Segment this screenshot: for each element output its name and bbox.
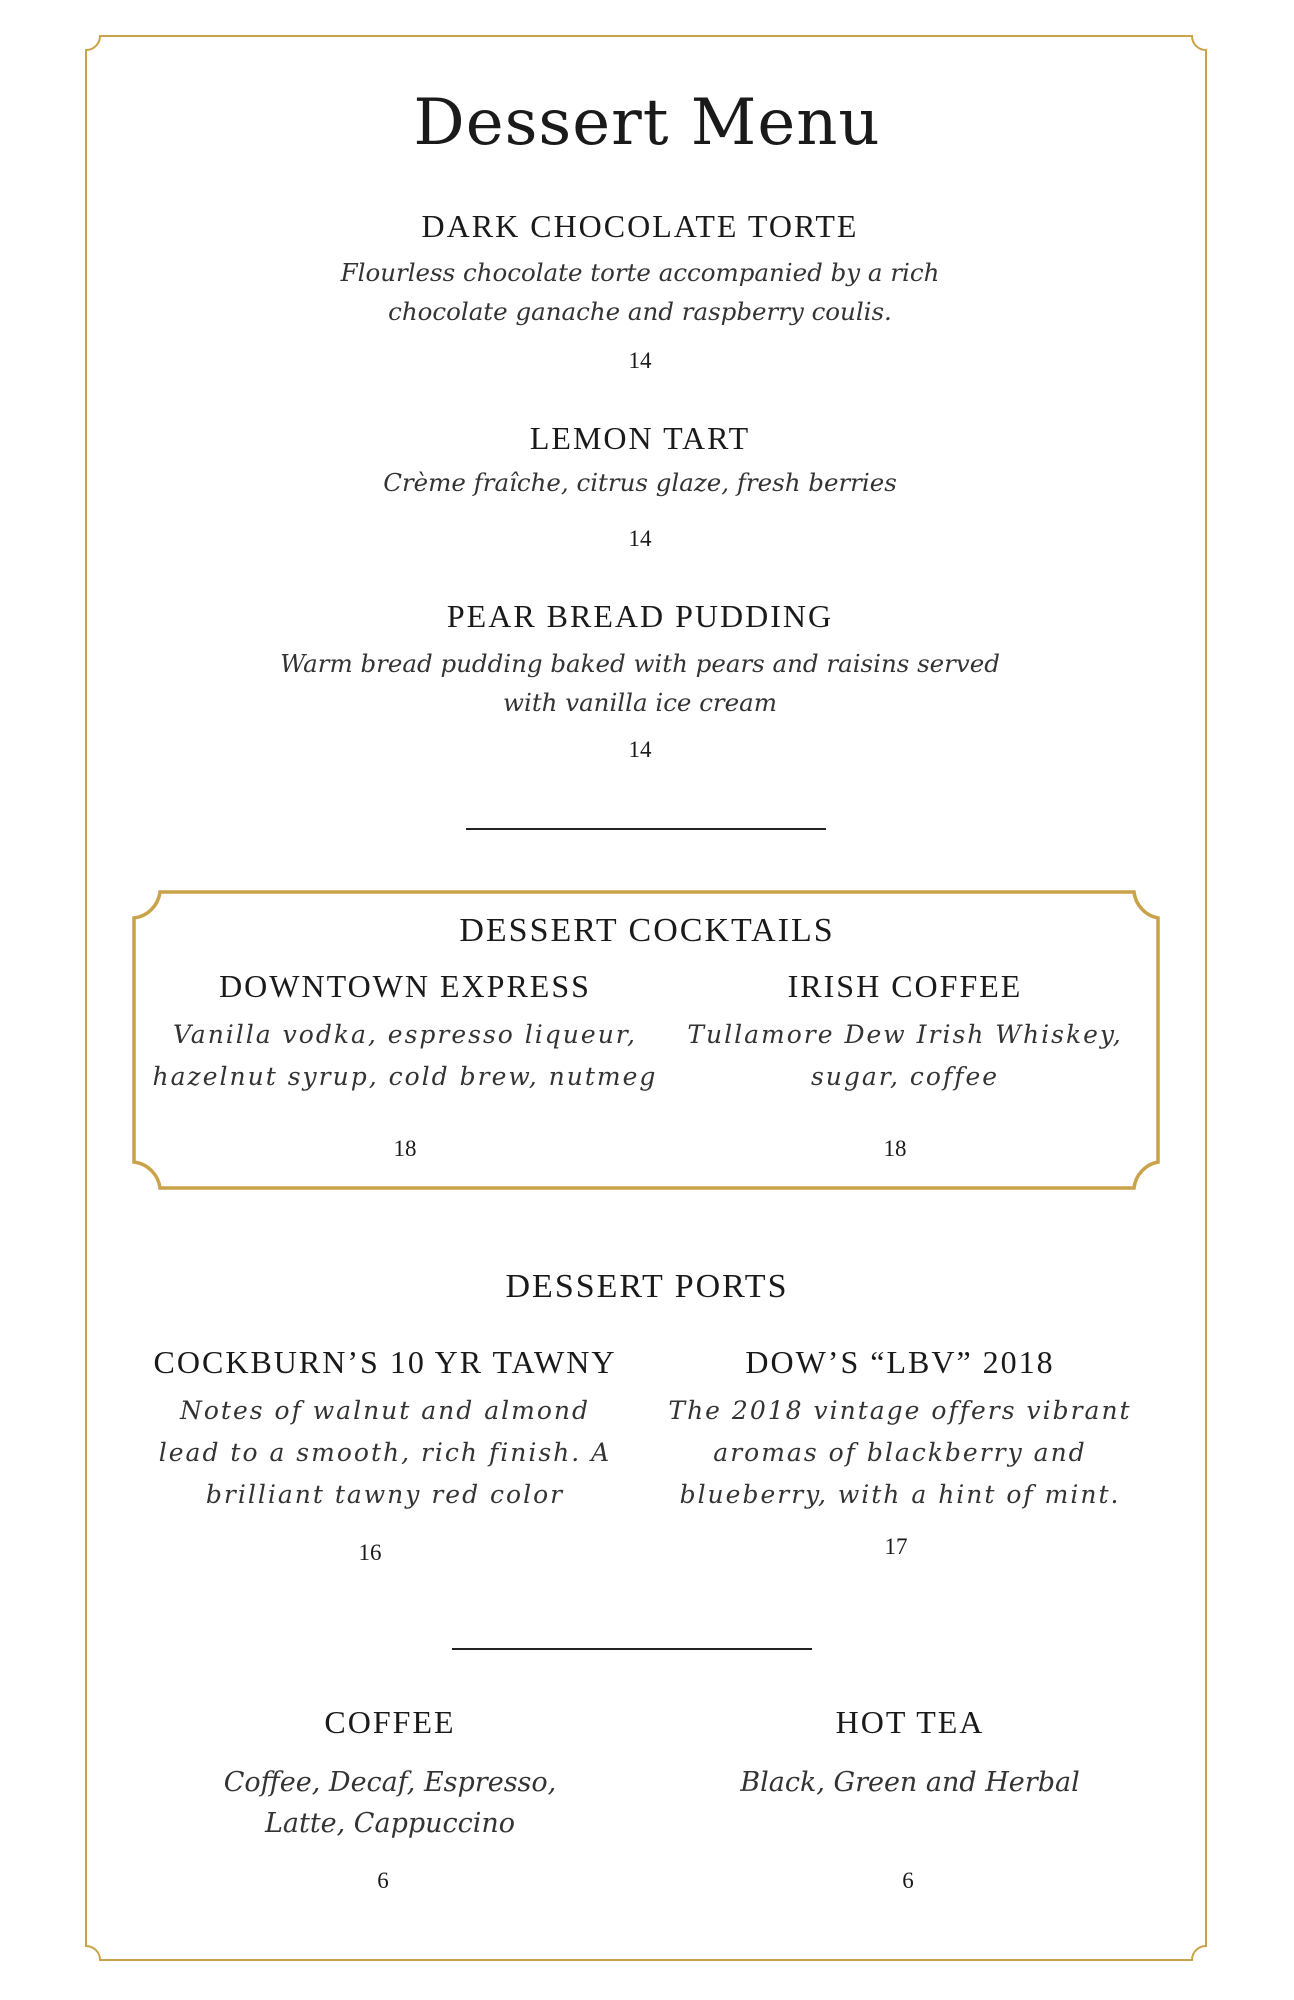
port-name: COCKBURN’S 10 YR TAWNY: [153, 1344, 617, 1380]
dessert-price: 14: [628, 348, 652, 373]
section-title-ports: DESSERT PORTS: [505, 1268, 789, 1305]
cocktail-price: 18: [393, 1136, 417, 1161]
cocktail-name: DOWNTOWN EXPRESS: [219, 968, 591, 1004]
cocktail-price: 18: [883, 1136, 907, 1161]
port-name: DOW’S “LBV” 2018: [745, 1344, 1055, 1380]
cocktail-description: Vanilla vodka, espresso liqueur, hazelnut syrup, cold brew, nutmeg: [152, 1020, 658, 1091]
drink-description: Black, Green and Herbal: [740, 1767, 1080, 1798]
dessert-description: Warm bread pudding baked with pears and raisins served with vanilla ice cream: [280, 649, 1000, 717]
drink-name: HOT TEA: [835, 1704, 985, 1740]
section-title-cocktails: DESSERT COCKTAILS: [459, 912, 835, 949]
cocktail-description: Tullamore Dew Irish Whiskey, sugar, coffee: [687, 1020, 1123, 1091]
divider: [466, 828, 826, 830]
drink-price: 6: [902, 1868, 914, 1893]
dessert-name: DARK CHOCOLATE TORTE: [421, 208, 859, 244]
dessert-description: Crème fraîche, citrus glaze, fresh berries: [383, 468, 897, 497]
page-title: Dessert Menu: [413, 86, 881, 160]
dessert-name: PEAR BREAD PUDDING: [446, 598, 834, 634]
port-description: Notes of walnut and almond lead to a smooth, rich finish. A brilliant tawny red color: [158, 1396, 612, 1509]
port-price: 16: [358, 1540, 382, 1565]
dessert-price: 14: [628, 526, 652, 551]
drink-price: 6: [377, 1868, 389, 1893]
dessert-price: 14: [628, 737, 652, 762]
cocktail-name: IRISH COFFEE: [787, 968, 1023, 1004]
dessert-description: Flourless chocolate torte accompanied by a rich chocolate ganache and raspberry coulis.: [340, 258, 940, 326]
port-description: The 2018 vintage offers vibrant aromas of blackberry and blueberry, with a hint of mint.: [668, 1396, 1132, 1509]
drink-name: COFFEE: [324, 1704, 456, 1740]
drink-description: Coffee, Decaf, Espresso, Latte, Cappuccino: [223, 1767, 557, 1839]
divider: [452, 1648, 812, 1650]
dessert-name: LEMON TART: [529, 420, 751, 456]
port-price: 17: [884, 1534, 908, 1559]
